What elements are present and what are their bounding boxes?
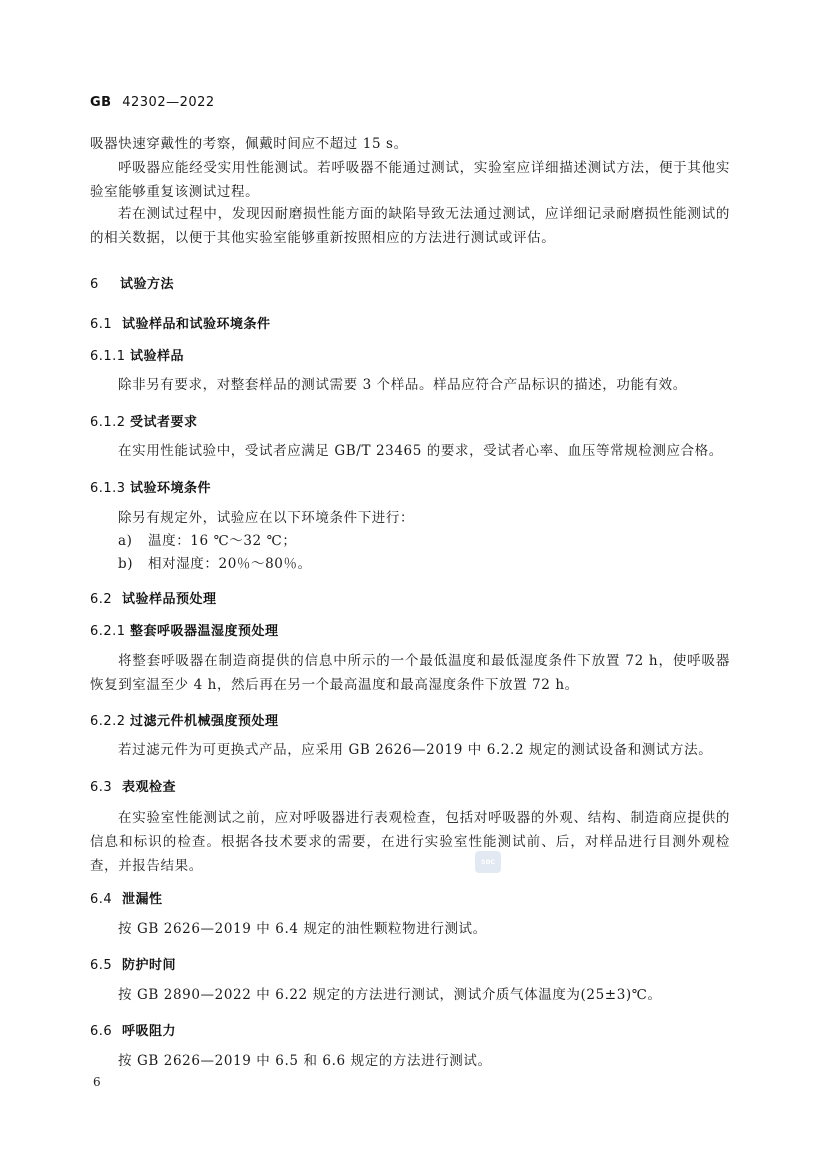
section-6-1-3-heading xyxy=(90,477,211,496)
section-6-2-heading xyxy=(90,588,217,607)
list-marker: a) xyxy=(118,533,133,549)
intro-paragraph-2: 呼吸器应能经受实用性能测试。若呼吸器不能通过测试，实验室应详细描述测试方法，便于其他实验室能够重复该测试过程。 xyxy=(90,160,730,200)
section-title: 表观检查 xyxy=(122,780,177,795)
section-6-4-heading xyxy=(90,888,163,907)
section-title: 受试者要求 xyxy=(130,415,198,430)
section-6-1-3-text: 除另有规定外，试验应在以下环境条件下进行： xyxy=(118,510,415,526)
section-number: 6.2.2 xyxy=(90,714,126,729)
section-title: 试验环境条件 xyxy=(130,481,212,496)
section-number: 6.1.1 xyxy=(90,349,126,364)
section-6-2-2-heading xyxy=(90,710,279,729)
section-6-2-1-heading xyxy=(90,620,279,639)
list-item xyxy=(118,530,296,552)
section-title: 试验样品和试验环境条件 xyxy=(122,317,271,332)
section-6-5-text: 按 GB 2890—2022 中 6.22 规定的方法进行测试，测试介质气体温度为(25±3)℃。 xyxy=(118,987,662,1003)
section-number: 6.6 xyxy=(90,1024,113,1039)
section-6-1-1-heading xyxy=(90,345,184,364)
list-item xyxy=(118,553,312,575)
page-number: 6 xyxy=(93,1075,101,1089)
section-number: 6 xyxy=(90,277,99,292)
section-number: 6.2.1 xyxy=(90,624,126,639)
section-6-2-2-text: 若过滤元件为可更换式产品，应采用 GB 2626—2019 中 6.2.2 规定的测试设备和测试方法。 xyxy=(118,742,713,758)
list-text: 温度：16 ℃～32 ℃； xyxy=(148,533,297,549)
intro-paragraph-3: 若在测试过程中，发现因耐磨损性能方面的缺陷导致无法通过测试，应详细记录耐磨损性能测试的的相关数据，以便于其他实验室能够重新按照相应的方法进行测试或评估。 xyxy=(90,206,730,246)
section-6-3-text: 在实验室性能测试之前，应对呼吸器进行表观检查，包括对呼吸器的外观、结构、制造商应提供的信息和标识的检查。根据各技术要求的需要，在进行实验室性能测试前、后，对样品进行目测外观检查，并报告结果。 xyxy=(90,810,730,874)
section-6-1-1-text: 除非另有要求，对整套样品的测试需要 3 个样品。样品应符合产品标识的描述，功能有效。 xyxy=(118,377,687,393)
section-title: 呼吸阻力 xyxy=(122,1024,177,1039)
section-6-6-heading xyxy=(90,1020,176,1039)
standard-number: 42302—2022 xyxy=(122,95,215,110)
section-number: 6.1 xyxy=(90,317,113,332)
section-6-heading xyxy=(90,273,174,292)
standard-header xyxy=(90,95,215,110)
section-6-3-heading xyxy=(90,776,176,795)
section-title: 试验样品 xyxy=(130,349,185,364)
section-number: 6.4 xyxy=(90,892,113,907)
list-text: 相对湿度：20％～80％。 xyxy=(148,556,312,572)
section-number: 6.1.3 xyxy=(90,481,126,496)
list-marker: b) xyxy=(118,556,134,572)
section-title: 整套呼吸器温湿度预处理 xyxy=(130,624,279,639)
section-6-1-heading xyxy=(90,313,271,332)
section-title: 试验样品预处理 xyxy=(122,592,217,607)
section-6-5-heading xyxy=(90,954,176,973)
section-6-1-2-heading xyxy=(90,411,198,430)
watermark-logo: SDC xyxy=(475,851,501,873)
section-title: 试验方法 xyxy=(120,277,175,292)
intro-paragraph-1: 吸器快速穿戴性的考察，佩戴时间应不超过 15 s。 xyxy=(90,136,408,152)
section-number: 6.5 xyxy=(90,958,113,973)
standard-prefix: GB xyxy=(90,95,112,110)
section-6-4-text: 按 GB 2626—2019 中 6.4 规定的油性颗粒物进行测试。 xyxy=(118,921,487,937)
section-title: 防护时间 xyxy=(122,958,177,973)
section-6-6-text: 按 GB 2626—2019 中 6.5 和 6.6 规定的方法进行测试。 xyxy=(118,1053,492,1069)
section-number: 6.2 xyxy=(90,592,113,607)
section-title: 泄漏性 xyxy=(122,892,163,907)
section-6-1-2-text: 在实用性能试验中，受试者应满足 GB/T 23465 的要求，受试者心率、血压等常规检测应合格。 xyxy=(118,443,723,459)
section-number: 6.3 xyxy=(90,780,113,795)
section-6-2-1-text: 将整套呼吸器在制造商提供的信息中所示的一个最低温度和最低湿度条件下放置 72 h，使呼吸器恢复到室温至少 4 h，然后再在另一个最高温度和最高湿度条件下放置 72 h。 xyxy=(90,653,730,693)
section-number: 6.1.2 xyxy=(90,415,126,430)
section-title: 过滤元件机械强度预处理 xyxy=(130,714,279,729)
